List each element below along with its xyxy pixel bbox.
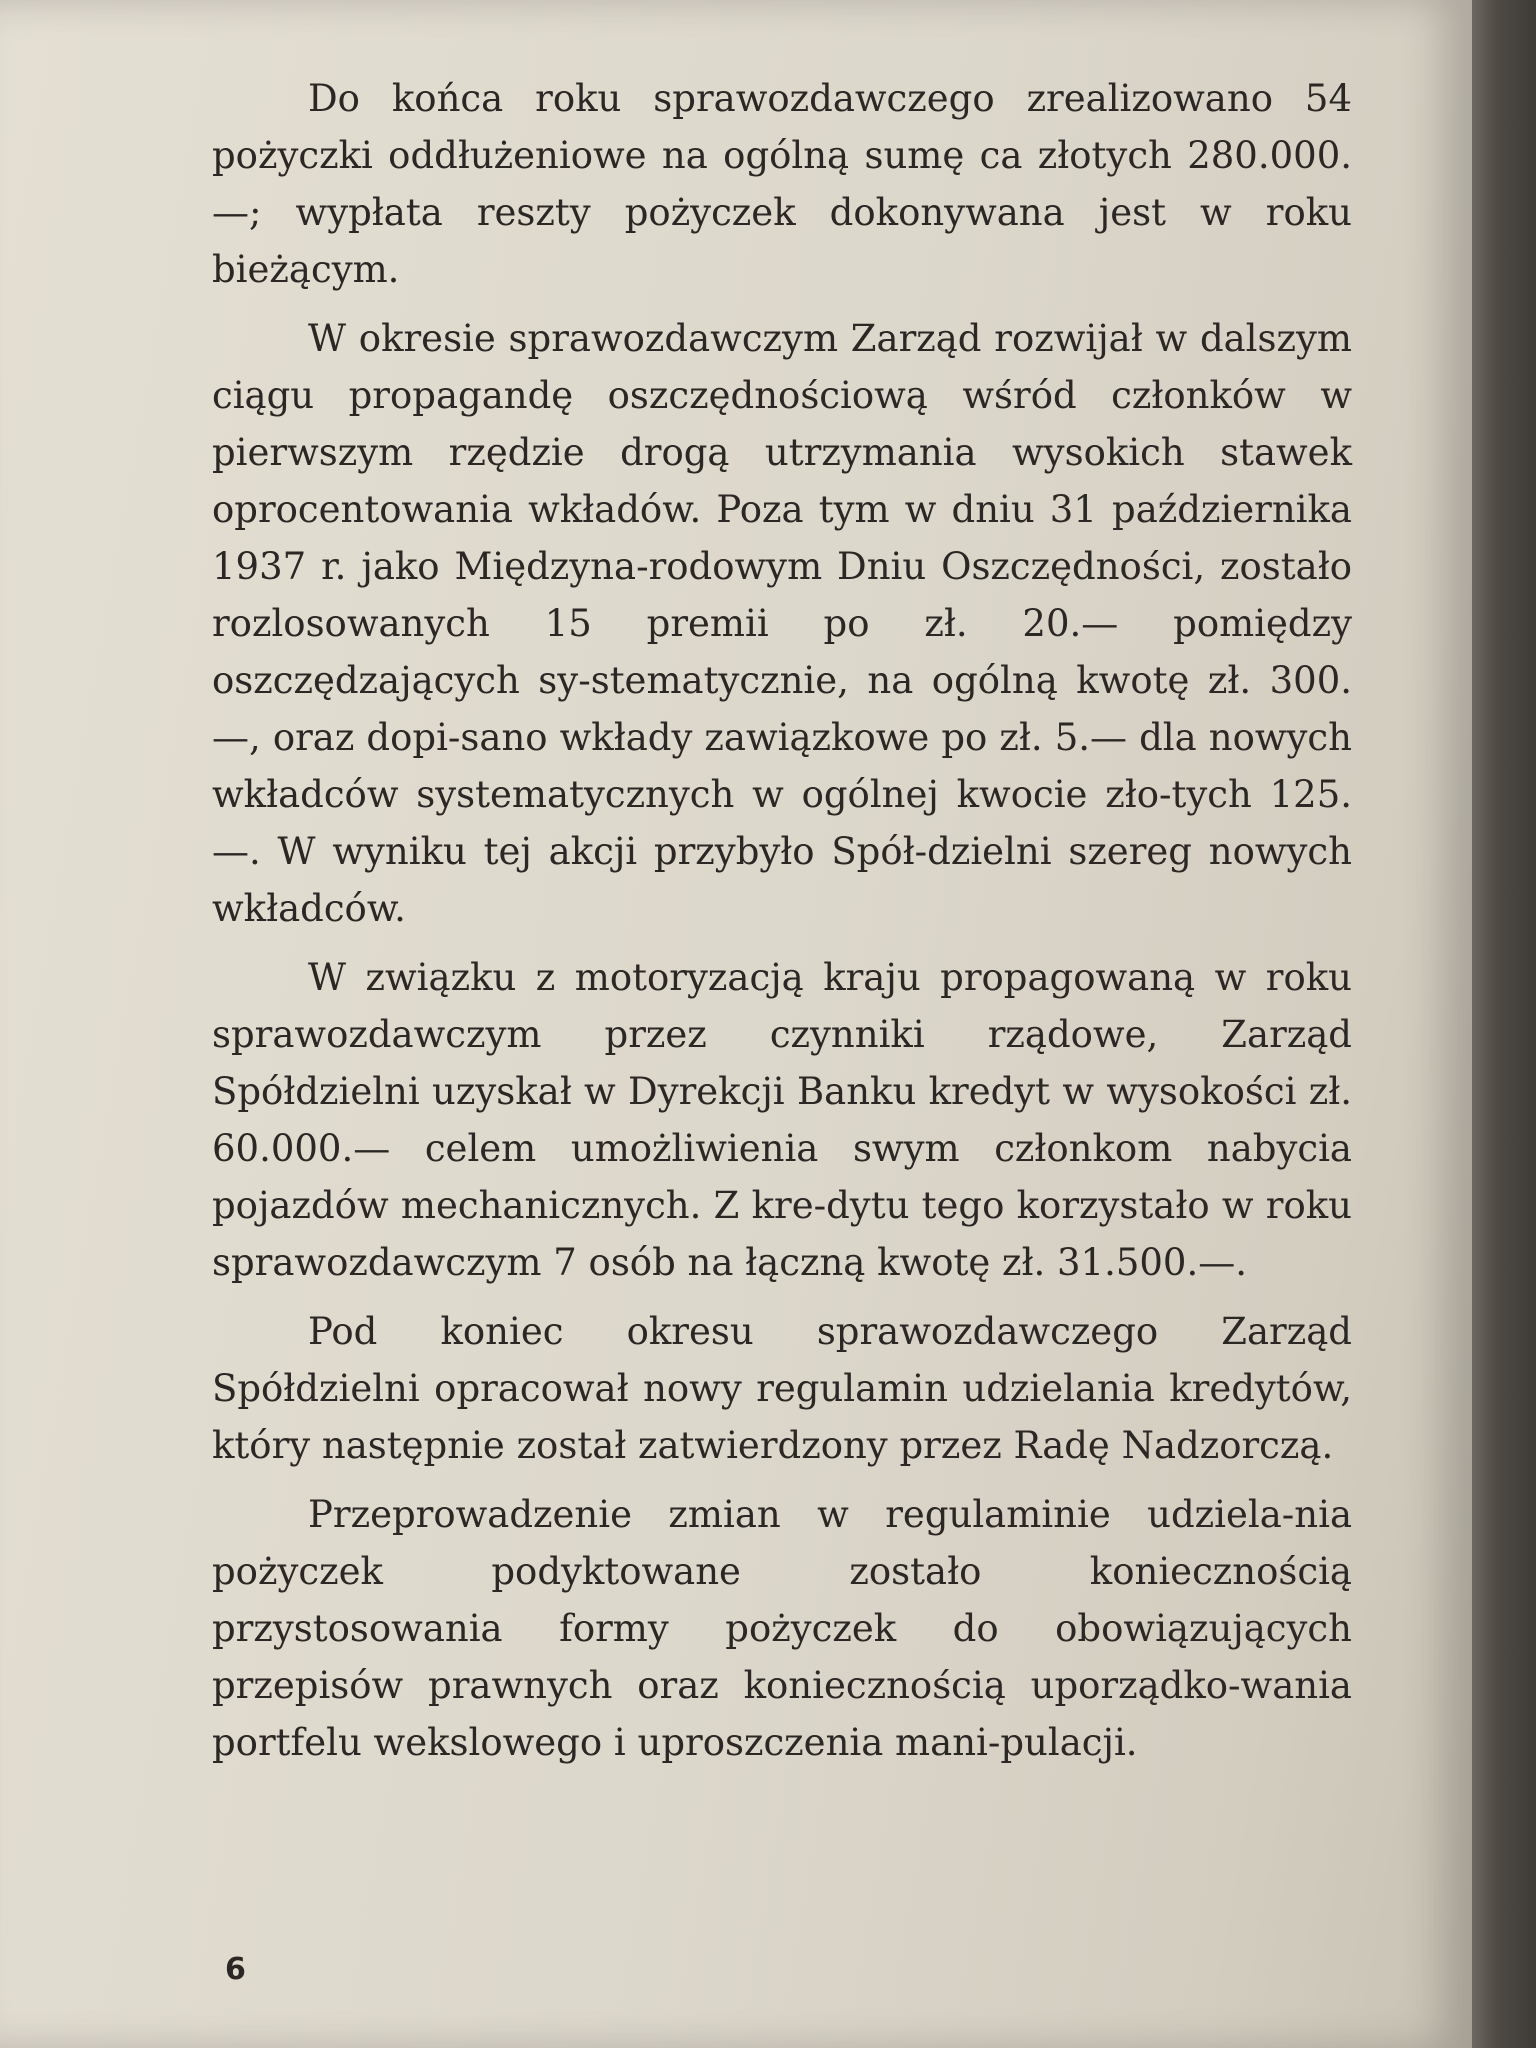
paragraph-2: W okresie sprawozdawczym Zarząd rozwijał w dalszym ciągu propagandę oszczędnościową wśród członków w pierwszym rzędzie drogą utrzymania wysokich stawek oprocentowania wkładów. Poza tym w dniu 31 października 1937 r. jako Międzyna-rodowym Dniu Oszczędności, zostało rozlosowanych 15 premii po zł. 20.— pomiędzy oszczędzających sy-stematycznie, na ogólną kwotę zł. 300.—, oraz dopi-sano wkłady zawiązkowe po zł. 5.— dla nowych wkładców systematycznych w ogólnej kwocie zło-tych 125.—. W wyniku tej akcji przybyło Spół-dzielni szereg nowych wkładców. (212, 317, 1352, 930)
page-number: 6 (225, 1952, 246, 1987)
paragraph-1: Do końca roku sprawozdawczego zrealizowano 54 pożyczki oddłużeniowe na ogólną sumę ca złotych 280.000.—; wypłata reszty pożyczek dokonywana jest w roku bieżącym. (212, 77, 1352, 291)
page-edge (1472, 0, 1536, 2048)
paragraph-5: Przeprowadzenie zmian w regulaminie udziela-nia pożyczek podyktowane zostało koniecznością przystosowania formy pożyczek do obowiązujących przepisów prawnych oraz koniecznością uporządko-wania portfelu wekslowego i uproszczenia mani-pulacji. (212, 1493, 1352, 1764)
paragraph-4: Pod koniec okresu sprawozdawczego Zarząd Spółdzielni opracował nowy regulamin udzielania kredytów, który następnie został zatwierdzony przez Radę Nadzorczą. (212, 1310, 1352, 1467)
paragraph-3: W związku z motoryzacją kraju propagowaną w roku sprawozdawczym przez czynniki rządowe, Zarząd Spółdzielni uzyskał w Dyrekcji Banku kredyt w wysokości zł. 60.000.— celem umożliwienia swym członkom nabycia pojazdów mechanicznych. Z kre-dytu tego korzystało w roku sprawozdawczym 7 osób na łączną kwotę zł. 31.500.—. (212, 956, 1352, 1284)
body-text (212, 70, 1352, 1783)
